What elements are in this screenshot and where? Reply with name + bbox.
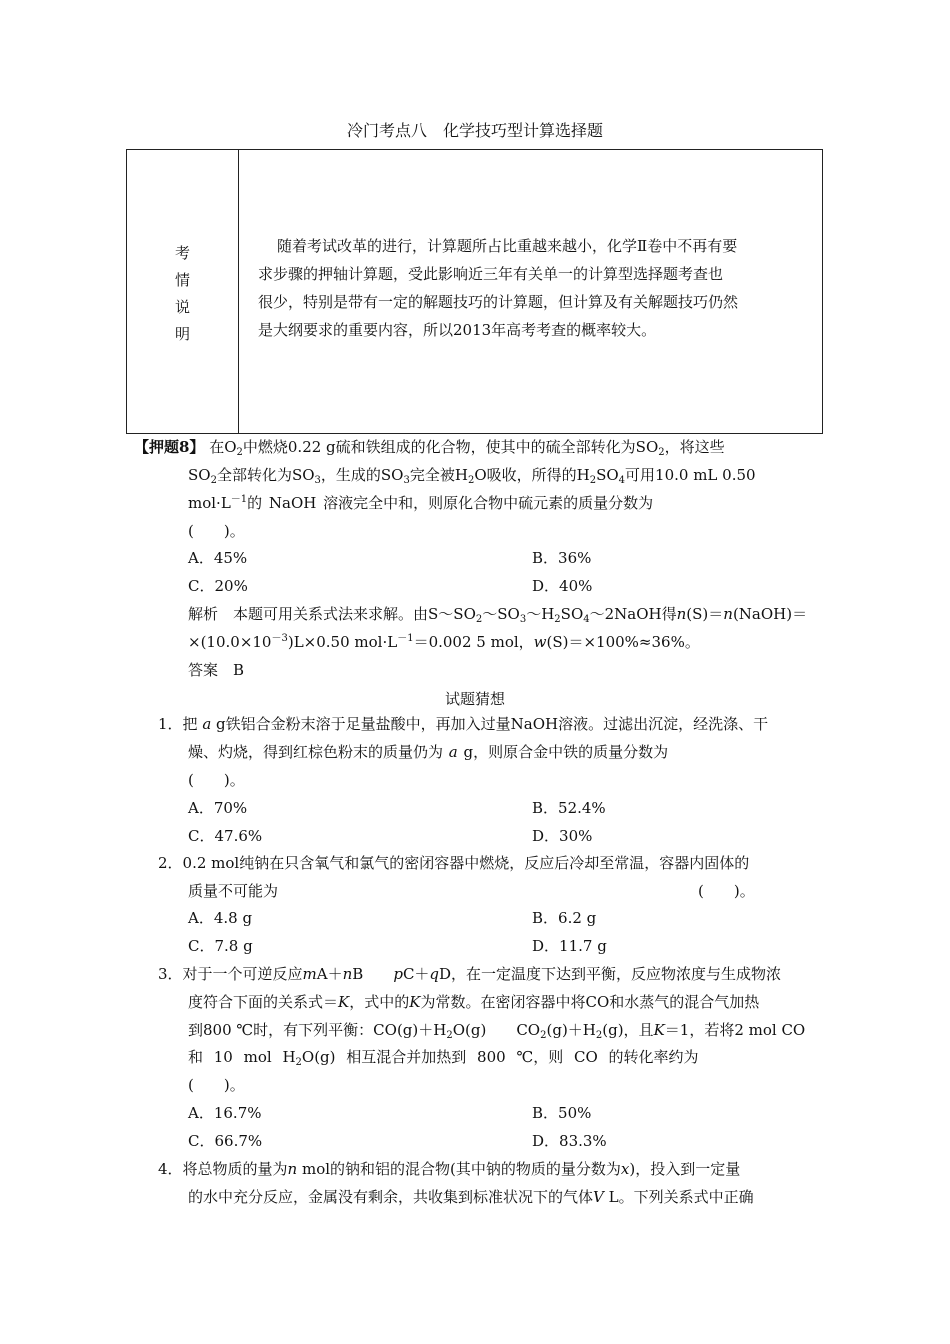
content-line: 求步骤的押轴计算题，受此影响近三年有关单一的计算型选择题考查也	[258, 265, 724, 283]
label-char: 情	[174, 271, 190, 289]
option-a: A．4.8 g	[188, 909, 253, 927]
label-char: 明	[174, 325, 190, 343]
q4-line-2: 的水中充分反应，金属没有剩余，共收集到标准状况下的气体V L。下列关系式中正确	[188, 1188, 754, 1206]
label-char: 考	[174, 244, 190, 262]
analysis-label: 解析	[188, 605, 219, 623]
example-tag: 【押题8】	[134, 438, 205, 456]
option-c: C．7.8 g	[188, 937, 253, 955]
option-b: B．36%	[532, 549, 592, 567]
content-line: 随着考试改革的进行，计算题所占比重越来越小，化学Ⅱ卷中不再有要	[277, 237, 738, 255]
analysis-line-2: $\times(10.0\times 10^{-3})L\times 0.50$ $mol\cdot L^{-1}=0.002$ 5 mol，w(S)＝×100%≈36%。	[188, 633, 700, 651]
q3-line-1: 3．对于一个可逆反应mA＋nB pC＋qD，在一定温度下达到平衡，反应物浓度与生成物浓	[158, 965, 782, 983]
q1-line-3: ( )。	[188, 771, 245, 789]
option-d: D．30%	[532, 827, 593, 845]
option-c: C．20%	[188, 577, 248, 595]
example-line-4: ( )。	[188, 522, 245, 540]
label-char: 说	[174, 298, 190, 316]
option-b: B．6.2 g	[532, 909, 597, 927]
q3-line-3: 到800 ℃时，有下列平衡：$CO(g)+H_2O(g)$ $CO_2(g)+H_2(g)$，且K＝1，若将2 mol CO	[188, 1021, 806, 1041]
content-line: 很少，特别是带有一定的解题技巧的计算题，但计算及有关解题技巧仍然	[258, 293, 739, 311]
example-line-2: $SO_2$全部转化为$SO_3$，生成的$SO_3$完全被$H_2O$吸收，所得的$H_2SO_4$可用10.0 mL 0.50	[188, 466, 756, 486]
example-line-1: 【押题8】 在$O_2$中燃烧0.22 g硫和铁组成的化合物，使其中的硫全部转化为$SO_2$，将这些	[134, 438, 725, 458]
table-label	[127, 240, 238, 348]
analysis-line-1: 解析 本题可用关系式法来求解。由$S\sim SO_2\sim SO_3\sim H_2SO_4\sim 2NaOH$得n(S)＝n(NaOH)＝	[188, 605, 808, 625]
q3-line-4: 和 10 mol $H_2O(g)$ 相互混合并加热到 800 ℃，则 CO 的转化率约为	[188, 1048, 699, 1068]
option-a: A．45%	[188, 549, 248, 567]
option-a: A．70%	[188, 799, 248, 817]
option-c: C．66.7%	[188, 1132, 263, 1150]
q1-line-2: 燥、灼烧，得到红棕色粉末的质量仍为 a g，则原合金中铁的质量分数为	[188, 743, 669, 761]
option-c: C．47.6%	[188, 827, 263, 845]
q3-line-2: 度符合下面的关系式＝K，式中的K为常数。在密闭容器中将CO和水蒸气的混合气加热	[188, 993, 760, 1011]
page-title: 冷门考点八 化学技巧型计算选择题	[346, 121, 603, 140]
content-line: 是大纲要求的重要内容，所以2013年高考考查的概率较大。	[258, 321, 657, 339]
q2-line-1: 2．0.2 mol纯钠在只含氧气和氯气的密闭容器中燃烧，反应后冷却至常温，容器内固体的	[158, 854, 750, 872]
option-d: D．83.3%	[532, 1132, 607, 1150]
info-table	[126, 149, 823, 434]
option-b: B．50%	[532, 1104, 592, 1122]
option-b: B．52.4%	[532, 799, 606, 817]
q1-number: 1．把	[158, 715, 198, 733]
q3-line-5: ( )。	[188, 1076, 245, 1094]
q4-line-1: 4．将总物质的量为n mol的钠和铝的混合物(其中钠的物质的量分数为x)，投入到一定量	[158, 1160, 741, 1178]
answer-line: 答案 B	[188, 661, 245, 679]
option-d: D．40%	[532, 577, 593, 595]
q2-line-2: 质量不可能为	[188, 882, 279, 900]
section-title: 试题猜想	[444, 690, 505, 708]
option-d: D．11.7 g	[532, 937, 607, 955]
q1-line-1: 1．把 a g铁铝合金粉末溶于足量盐酸中，再加入过量NaOH溶液。过滤出沉淀，经洗涤、干	[158, 715, 769, 733]
table-divider	[238, 150, 239, 433]
q2-blank: ( )。	[698, 882, 755, 900]
example-line-3: $mol\cdot L^{-1}$的 NaOH 溶液完全中和，则原化合物中硫元素的质量分数为	[188, 494, 654, 512]
option-a: A．16.7%	[188, 1104, 262, 1122]
